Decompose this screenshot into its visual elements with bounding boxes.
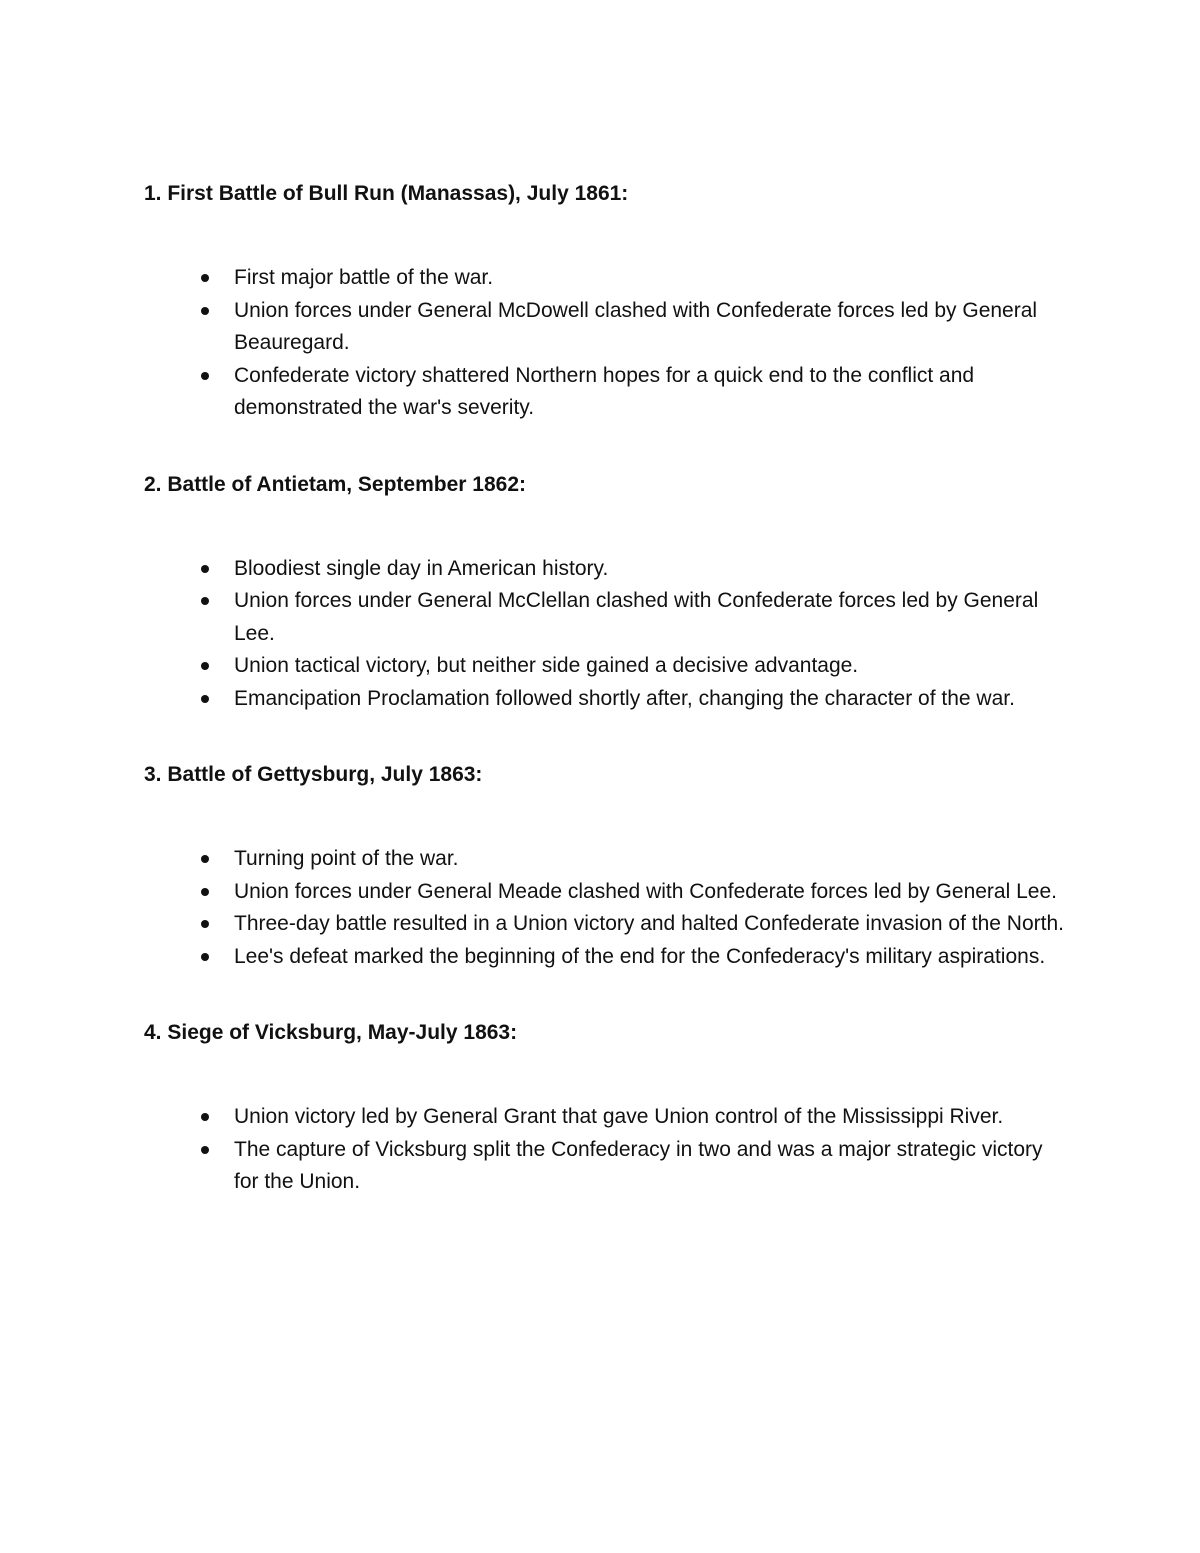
section-heading: 1. First Battle of Bull Run (Manassas), July 1861: [144,182,629,205]
list-item-text: Turning point of the war. [234,847,459,870]
section-gettysburg [144,759,1064,973]
bullet-icon [201,920,209,928]
document-content [144,178,1064,1243]
list-item [234,650,1064,683]
list-item-text: Confederate victory shattered Northern hopes for a quick end to the conflict and demonstrated the war's severity. [234,363,975,419]
list-item-text: Bloodiest single day in American history. [234,556,609,580]
list-item [234,908,1064,941]
list-item [234,295,1064,360]
section-bull-run [144,178,1064,425]
list-item [234,553,1064,586]
section-antietam [144,469,1064,716]
bullet-icon [201,695,209,703]
bullet-icon [201,565,209,573]
bullet-icon [201,1113,209,1121]
list-item-text: Lee's defeat marked the beginning of the end for the Confederacy's military aspirations. [234,944,1046,968]
bullet-list [144,262,1064,425]
bullet-icon [201,274,209,282]
section-heading: 4. Siege of Vicksburg, May-July 1863: [144,1021,518,1044]
list-item-text: Union victory led by General Grant that gave Union control of the Mississippi River. [234,1105,1004,1128]
list-item-text: Three-day battle resulted in a Union victory and halted Confederate invasion of the North. [234,912,1064,935]
list-item [234,876,1064,909]
list-item-text: Emancipation Proclamation followed shortly after, changing the character of the war. [234,686,1015,710]
bullet-icon [201,372,209,380]
list-item [234,683,1064,716]
list-item [234,1101,1064,1134]
list-item-text: Union forces under General McClellan clashed with Confederate forces led by General Lee. [234,589,1039,645]
list-item-text: Union tactical victory, but neither side gained a decisive advantage. [234,654,859,677]
bullet-icon [201,855,209,863]
bullet-list [144,1101,1064,1199]
bullet-list [144,553,1064,716]
list-item [234,843,1064,876]
bullet-icon [201,307,209,315]
section-heading: 3. Battle of Gettysburg, July 1863: [144,763,483,786]
bullet-icon [201,597,209,605]
bullet-icon [201,662,209,670]
list-item [234,941,1064,974]
list-item-text: Union forces under General McDowell clashed with Confederate forces led by General Beauregard. [234,298,1038,354]
bullet-icon [201,888,209,896]
list-item [234,585,1064,650]
list-item [234,360,1064,425]
bullet-list [144,843,1064,973]
list-item [234,262,1064,295]
bullet-icon [201,1146,209,1154]
list-item-text: First major battle of the war. [234,266,494,289]
section-heading: 2. Battle of Antietam, September 1862: [144,472,526,496]
bullet-icon [201,953,209,961]
list-item-text: Union forces under General Meade clashed with Confederate forces led by General Lee. [234,879,1057,903]
list-item [234,1134,1064,1199]
list-item-text: The capture of Vicksburg split the Confederacy in two and was a major strategic victory for the Union. [234,1137,1043,1193]
section-vicksburg [144,1017,1064,1199]
